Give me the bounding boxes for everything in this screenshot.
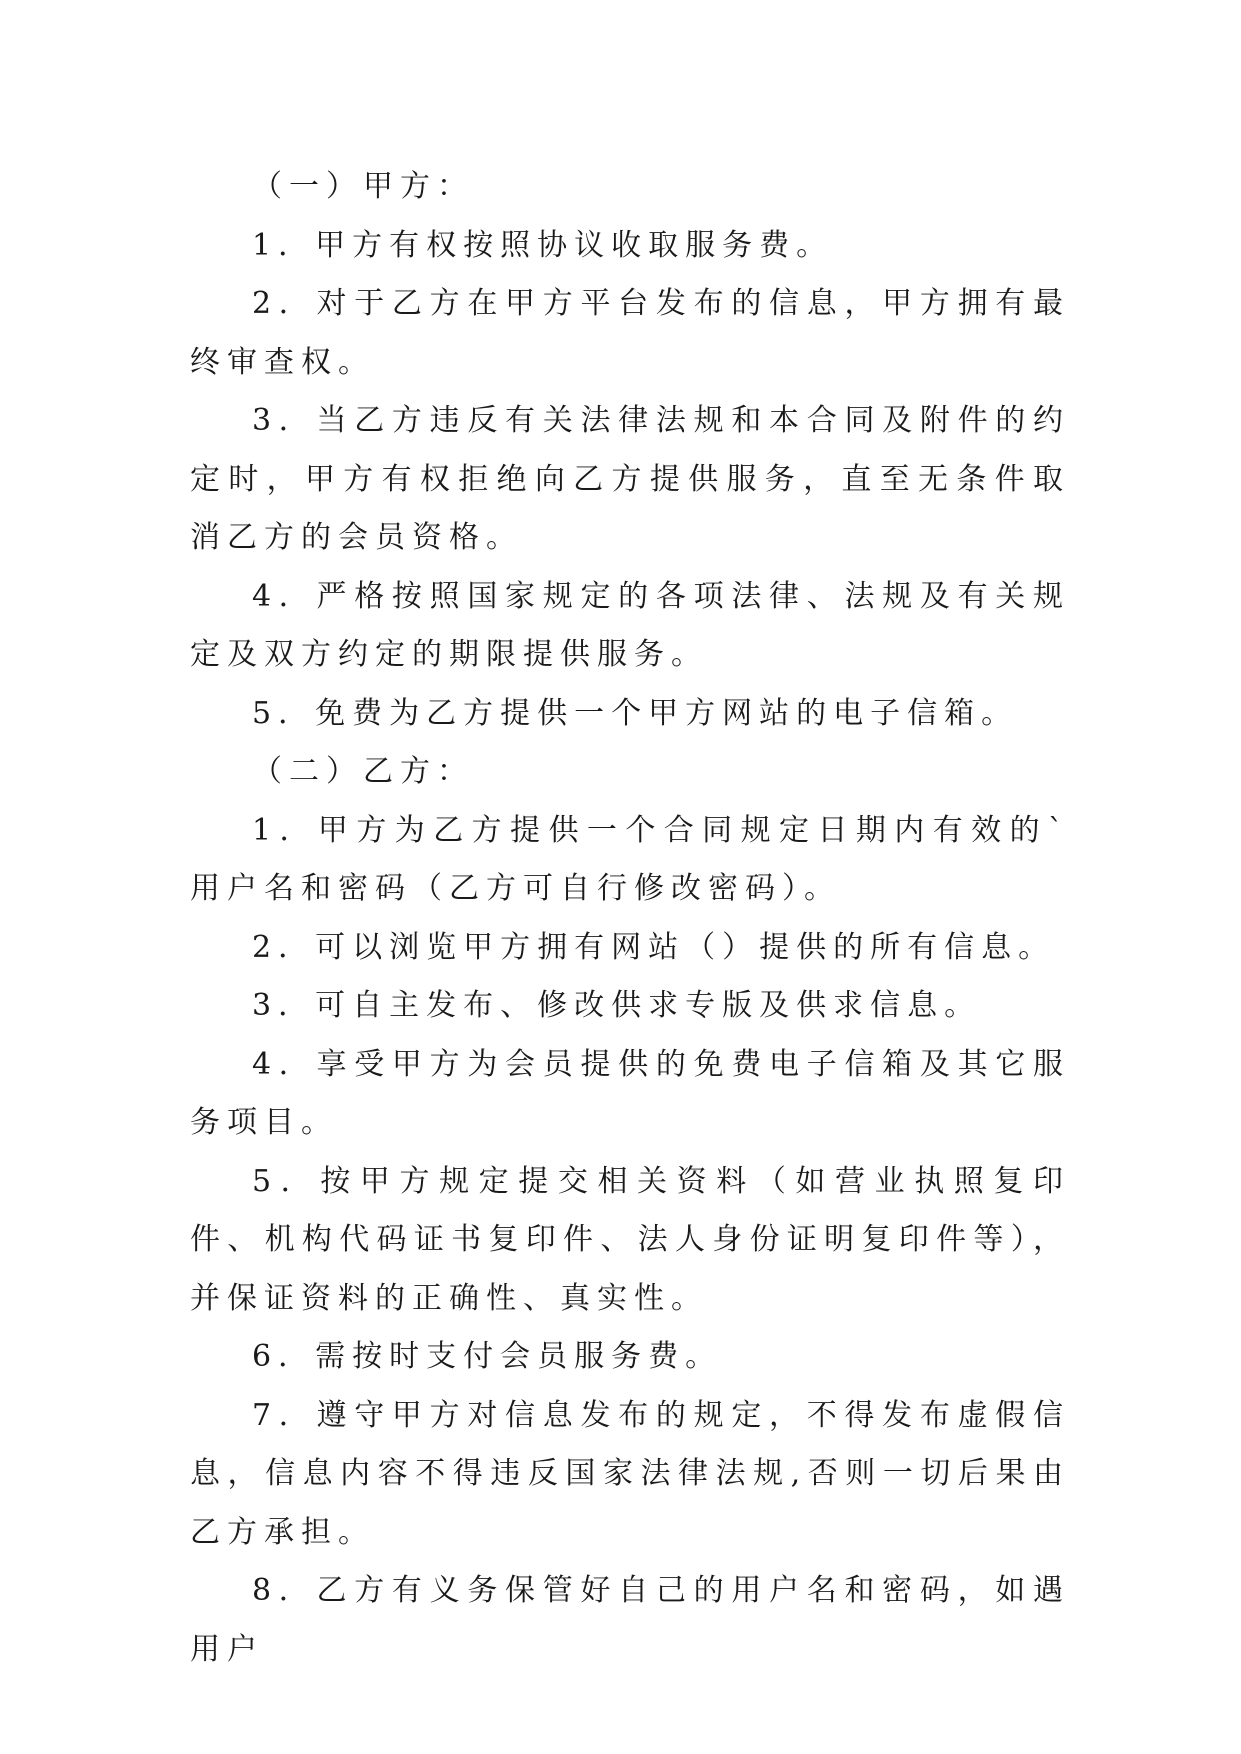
party-b-clause-7: 7．遵守甲方对信息发布的规定，不得发布虚假信息，信息内容不得违反国家法律法规,否则一切后果由乙方承担。 [190,1397,1070,1550]
party-b-clause-1: 1．甲方为乙方提供一个合同规定日期内有效的`用户名和密码（乙方可自行修改密码）。 [190,812,1070,906]
party-a-clause-2: 2．对于乙方在甲方平台发布的信息，甲方拥有最终审查权。 [190,286,1070,380]
party-a-clause-1: 1．甲方有权按照协议收取服务费。 [252,227,834,263]
party-b-clause-4: 4．享受甲方为会员提供的免费电子信箱及其它服务项目。 [190,1046,1070,1140]
party-b-clause-6: 6．需按时支付会员服务费。 [252,1339,723,1374]
document-body [190,158,1070,1679]
party-a-clause-3: 3．当乙方违反有关法律法规和本合同及附件的约定时，甲方有权拒绝向乙方提供服务，直至无条件取消乙方的会员资格。 [190,403,1070,555]
party-a-clause-5: 5．免费为乙方提供一个甲方网站的电子信箱。 [252,695,1019,731]
party-b-clause-8: 8．乙方有义务保管好自己的用户名和密码，如遇用户 [190,1573,1070,1667]
section-heading-party-b: （二）乙方： [252,754,474,789]
party-a-clause-4: 4．严格按照国家规定的各项法律、法规及有关规定及双方约定的期限提供服务。 [190,578,1070,672]
party-b-clause-5: 5．按甲方规定提交相关资料（如营业执照复印件、机构代码证书复印件、法人身份证明复印件等），并保证资料的正确性、真实性。 [190,1163,1070,1316]
section-heading-party-a: （一）甲方： [252,169,474,204]
party-b-clause-2: 2．可以浏览甲方拥有网站（）提供的所有信息。 [252,929,1056,965]
party-b-clause-3: 3．可自主发布、修改供求专版及供求信息。 [252,988,982,1023]
